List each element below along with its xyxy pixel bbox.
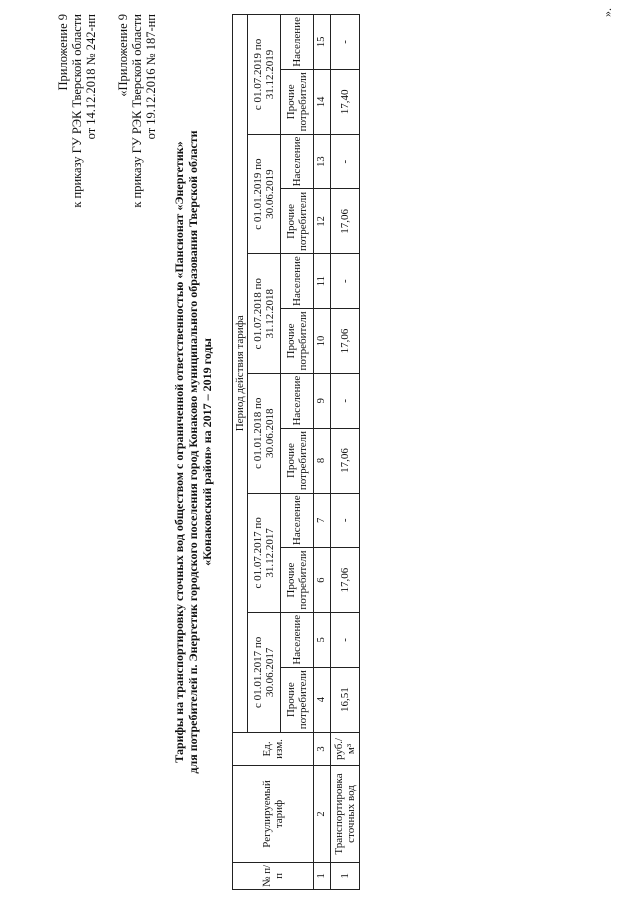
row-tariff-name: Транспортировка сточных вод	[331, 766, 360, 863]
tariff-value-cell: -	[331, 493, 360, 548]
subheader-population: Население	[281, 493, 314, 548]
column-number: 11	[314, 254, 331, 309]
tariff-value-cell: -	[331, 373, 360, 428]
order-date-line: от 14.12.2018 № 242-нп	[84, 14, 98, 140]
appendix-line: Приложение 9	[56, 14, 70, 91]
title-line-3: «Конаковский район» на 2017 – 2019 годы	[200, 338, 214, 566]
column-number: 10	[314, 308, 331, 373]
subheader-other-consumers: Прочие потребители	[281, 69, 314, 134]
document-title	[172, 20, 214, 884]
subheader-population: Население	[281, 254, 314, 309]
subheader-other-consumers: Прочие потребители	[281, 667, 314, 732]
header-unit: Ед. изм.	[233, 732, 314, 766]
appendix-header-prior	[116, 14, 158, 208]
subheader-other-consumers: Прочие потребители	[281, 189, 314, 254]
tariff-table	[232, 14, 360, 890]
tariff-value-cell: 17,06	[331, 548, 360, 613]
tariff-value-cell: 16,51	[331, 667, 360, 732]
period-header: с 01.01.2019 по 30.06.2019	[248, 134, 281, 254]
tariff-value-cell: -	[331, 254, 360, 309]
column-number: 4	[314, 667, 331, 732]
tariff-value-cell: 17,06	[331, 428, 360, 493]
subheader-other-consumers: Прочие потребители	[281, 428, 314, 493]
column-number: 14	[314, 69, 331, 134]
tariff-value-cell: 17,40	[331, 69, 360, 134]
subheader-other-consumers: Прочие потребители	[281, 548, 314, 613]
tariff-value-cell: -	[331, 613, 360, 668]
row-num: 1	[331, 862, 360, 889]
period-header: с 01.07.2017 по 31.12.2017	[248, 493, 281, 613]
order-reference-line: к приказу ГУ РЭК Тверской области	[130, 14, 144, 208]
column-number: 13	[314, 134, 331, 189]
title-line-1: Тарифы на транспортировку сточных вод обществом с ограниченной ответственностью «Пансионат «Энергетик»	[172, 141, 186, 763]
closing-quote-mark: ».	[600, 8, 614, 17]
header-num: № п/п	[233, 862, 314, 889]
column-number: 8	[314, 428, 331, 493]
column-number: 2	[314, 766, 331, 863]
column-number: 7	[314, 493, 331, 548]
period-header: с 01.01.2018 по 30.06.2018	[248, 373, 281, 493]
appendix-header-current	[56, 14, 98, 208]
tariff-value-cell: 17,06	[331, 308, 360, 373]
column-number: 12	[314, 189, 331, 254]
column-number: 1	[314, 862, 331, 889]
order-reference-line: к приказу ГУ РЭК Тверской области	[70, 14, 84, 208]
column-number: 3	[314, 732, 331, 766]
column-number: 6	[314, 548, 331, 613]
subheader-population: Население	[281, 15, 314, 70]
column-number: 15	[314, 15, 331, 70]
period-header: с 01.01.2017 по 30.06.2017	[248, 613, 281, 733]
period-header: с 01.07.2018 по 31.12.2018	[248, 254, 281, 374]
order-date-line: от 19.12.2016 № 187-нп	[144, 14, 158, 140]
title-line-2: для потребителей п. Энергетик городского поселения город Конаково муниципального образования Тверской области	[186, 130, 200, 774]
header-tariff: Регулируемый тариф	[233, 766, 314, 863]
subheader-other-consumers: Прочие потребители	[281, 308, 314, 373]
column-number: 9	[314, 373, 331, 428]
subheader-population: Население	[281, 134, 314, 189]
column-number: 5	[314, 613, 331, 668]
tariff-value-cell: 17,06	[331, 189, 360, 254]
tariff-value-cell: -	[331, 134, 360, 189]
subheader-population: Население	[281, 373, 314, 428]
subheader-population: Население	[281, 613, 314, 668]
period-header: с 01.07.2019 по 31.12.2019	[248, 15, 281, 135]
header-period: Период действия тарифа	[233, 15, 248, 733]
appendix-line: «Приложение 9	[116, 14, 130, 97]
tariff-value-cell: -	[331, 15, 360, 70]
table-row	[331, 15, 360, 890]
row-unit: руб./м³	[331, 732, 360, 766]
